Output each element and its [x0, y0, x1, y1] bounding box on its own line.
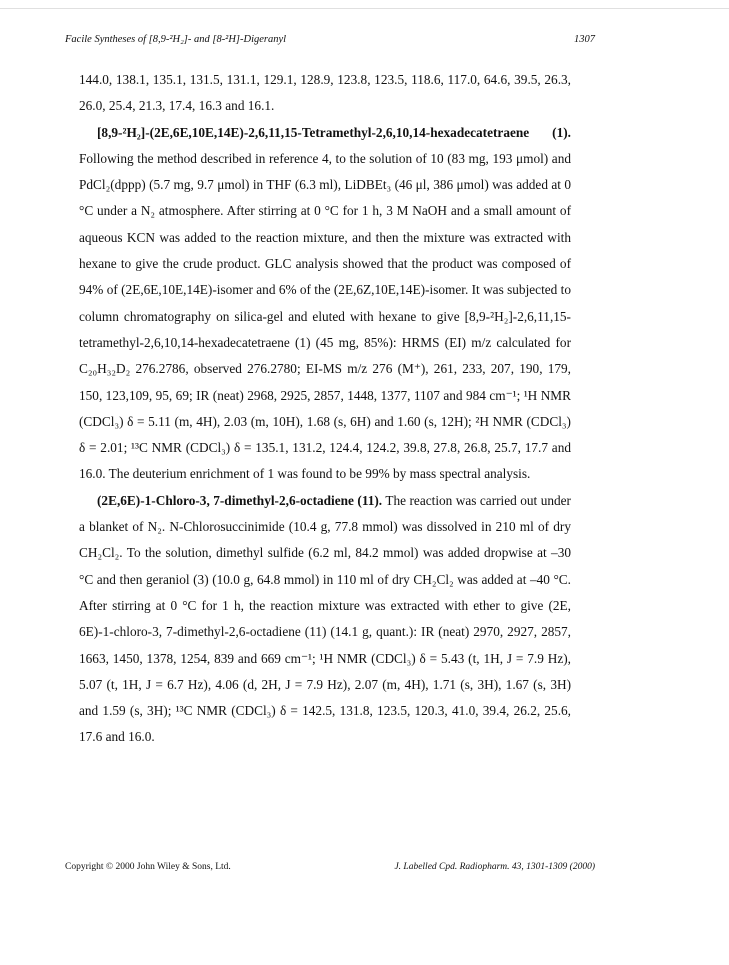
article-body	[79, 67, 571, 751]
compound-1-heading: [8,9-²H₂]-(2E,6E,10E,14E)-2,6,11,15-Tetramethyl-2,6,10,14-hexadecatetraene (1).	[97, 124, 571, 140]
paragraph-continued: 144.0, 138.1, 135.1, 131.5, 131.1, 129.1, 128.9, 123.8, 123.5, 118.6, 117.0, 64.6, 39.5, 26.3, 26.0, 25.4, 21.3, 17.4, 16.3 and 16.1.	[79, 72, 571, 114]
top-rule	[0, 8, 729, 9]
compound-11-section	[79, 488, 571, 751]
compound-1-section	[79, 120, 571, 488]
running-title: Facile Syntheses of [8,9-²H₂]- and [8-²H]-Digeranyl	[65, 34, 287, 45]
compound-11-heading: (2E,6E)-1-Chloro-3, 7-dimethyl-2,6-octadiene (11).	[97, 492, 383, 508]
page-footer	[65, 862, 595, 872]
copyright-notice: Copyright © 2000 John Wiley & Sons, Ltd.	[65, 862, 231, 872]
page-number: 1307	[574, 34, 595, 45]
running-header	[65, 34, 595, 45]
compound-11-procedure: The reaction was carried out under a blanket of N₂. N-Chlorosuccinimide (10.4 g, 77.8 mmol) was dissolved in 210 ml of dry CH₂Cl₂. To the solution, dimethyl sulfide (6.2 ml, 84.2 mmol) was added dropwise at –30 °C and then geraniol (3) (10.0 g, 64.8 mmol) in 110 ml of dry CH₂Cl₂ was added at –40 °C. After stirring at 0 °C for 1 h, the reaction mixture was extracted with ether to give (2E, 6E)-1-chloro-3, 7-dimethyl-2,6-octadiene (11) (14.1 g, quant.): IR (neat) 2970, 2927, 2857, 1663, 1450, 1378, 1254, 839 and 669 cm⁻¹; ¹H NMR (CDCl₃) δ = 5.43 (t, 1H, J = 7.9 Hz), 5.07 (t, 1H, J = 6.7 Hz), 4.06 (d, 2H, J = 7.9 Hz), 2.07 (m, 4H), 1.71 (s, 3H), 1.67 (s, 3H) and 1.59 (s, 3H); ¹³C NMR (CDCl₃) δ = 142.5, 131.8, 123.5, 120.3, 41.0, 39.4, 26.2, 25.6, 17.6 and 16.0.	[79, 492, 571, 745]
compound-1-procedure: Following the method described in reference 4, to the solution of 10 (83 mg, 193 μmol) and PdCl₂(dppp) (5.7 mg, 9.7 μmol) in THF (6.3 ml), LiDBEt₃ (46 μl, 386 μmol) was added at 0 °C under a N₂ atmosphere. After stirring at 0 °C for 1 h, 3 M NaOH and a small amount of aqueous KCN was added to the reaction mixture, and then the mixture was extracted with hexane to give the crude product. GLC analysis showed that the product was composed of 94% of (2E,6E,10E,14E)-isomer and 6% of the (2E,6Z,10E,14E)-isomer. It was subjected to column chromatography on silica-gel and eluted with hexane to give [8,9-²H₂]-2,6,11,15-tetramethyl-2,6,10,14-hexadecatetraene (1) (45 mg, 85%): HRMS (EI) m/z calculated for C₂₀H₃₂D₂ 276.2786, observed 276.2780; EI-MS m/z 276 (M⁺), 261, 233, 207, 190, 179, 150, 123,109, 95, 69; IR (neat) 2968, 2925, 2857, 1448, 1377, 1107 and 984 cm⁻¹; ¹H NMR (CDCl₃) δ = 5.11 (m, 4H), 2.03 (m, 10H), 1.68 (s, 6H) and 1.60 (s, 12H); ²H NMR (CDCl₃) δ = 2.01; ¹³C NMR (CDCl₃) δ = 135.1, 131.2, 124.4, 124.2, 39.8, 27.8, 26.8, 25.7, 17.7 and 16.0. The deuterium enrichment of 1 was found to be 99% by mass spectral analysis.	[79, 150, 571, 482]
journal-citation: J. Labelled Cpd. Radiopharm. 43, 1301-1309 (2000)	[394, 862, 595, 872]
